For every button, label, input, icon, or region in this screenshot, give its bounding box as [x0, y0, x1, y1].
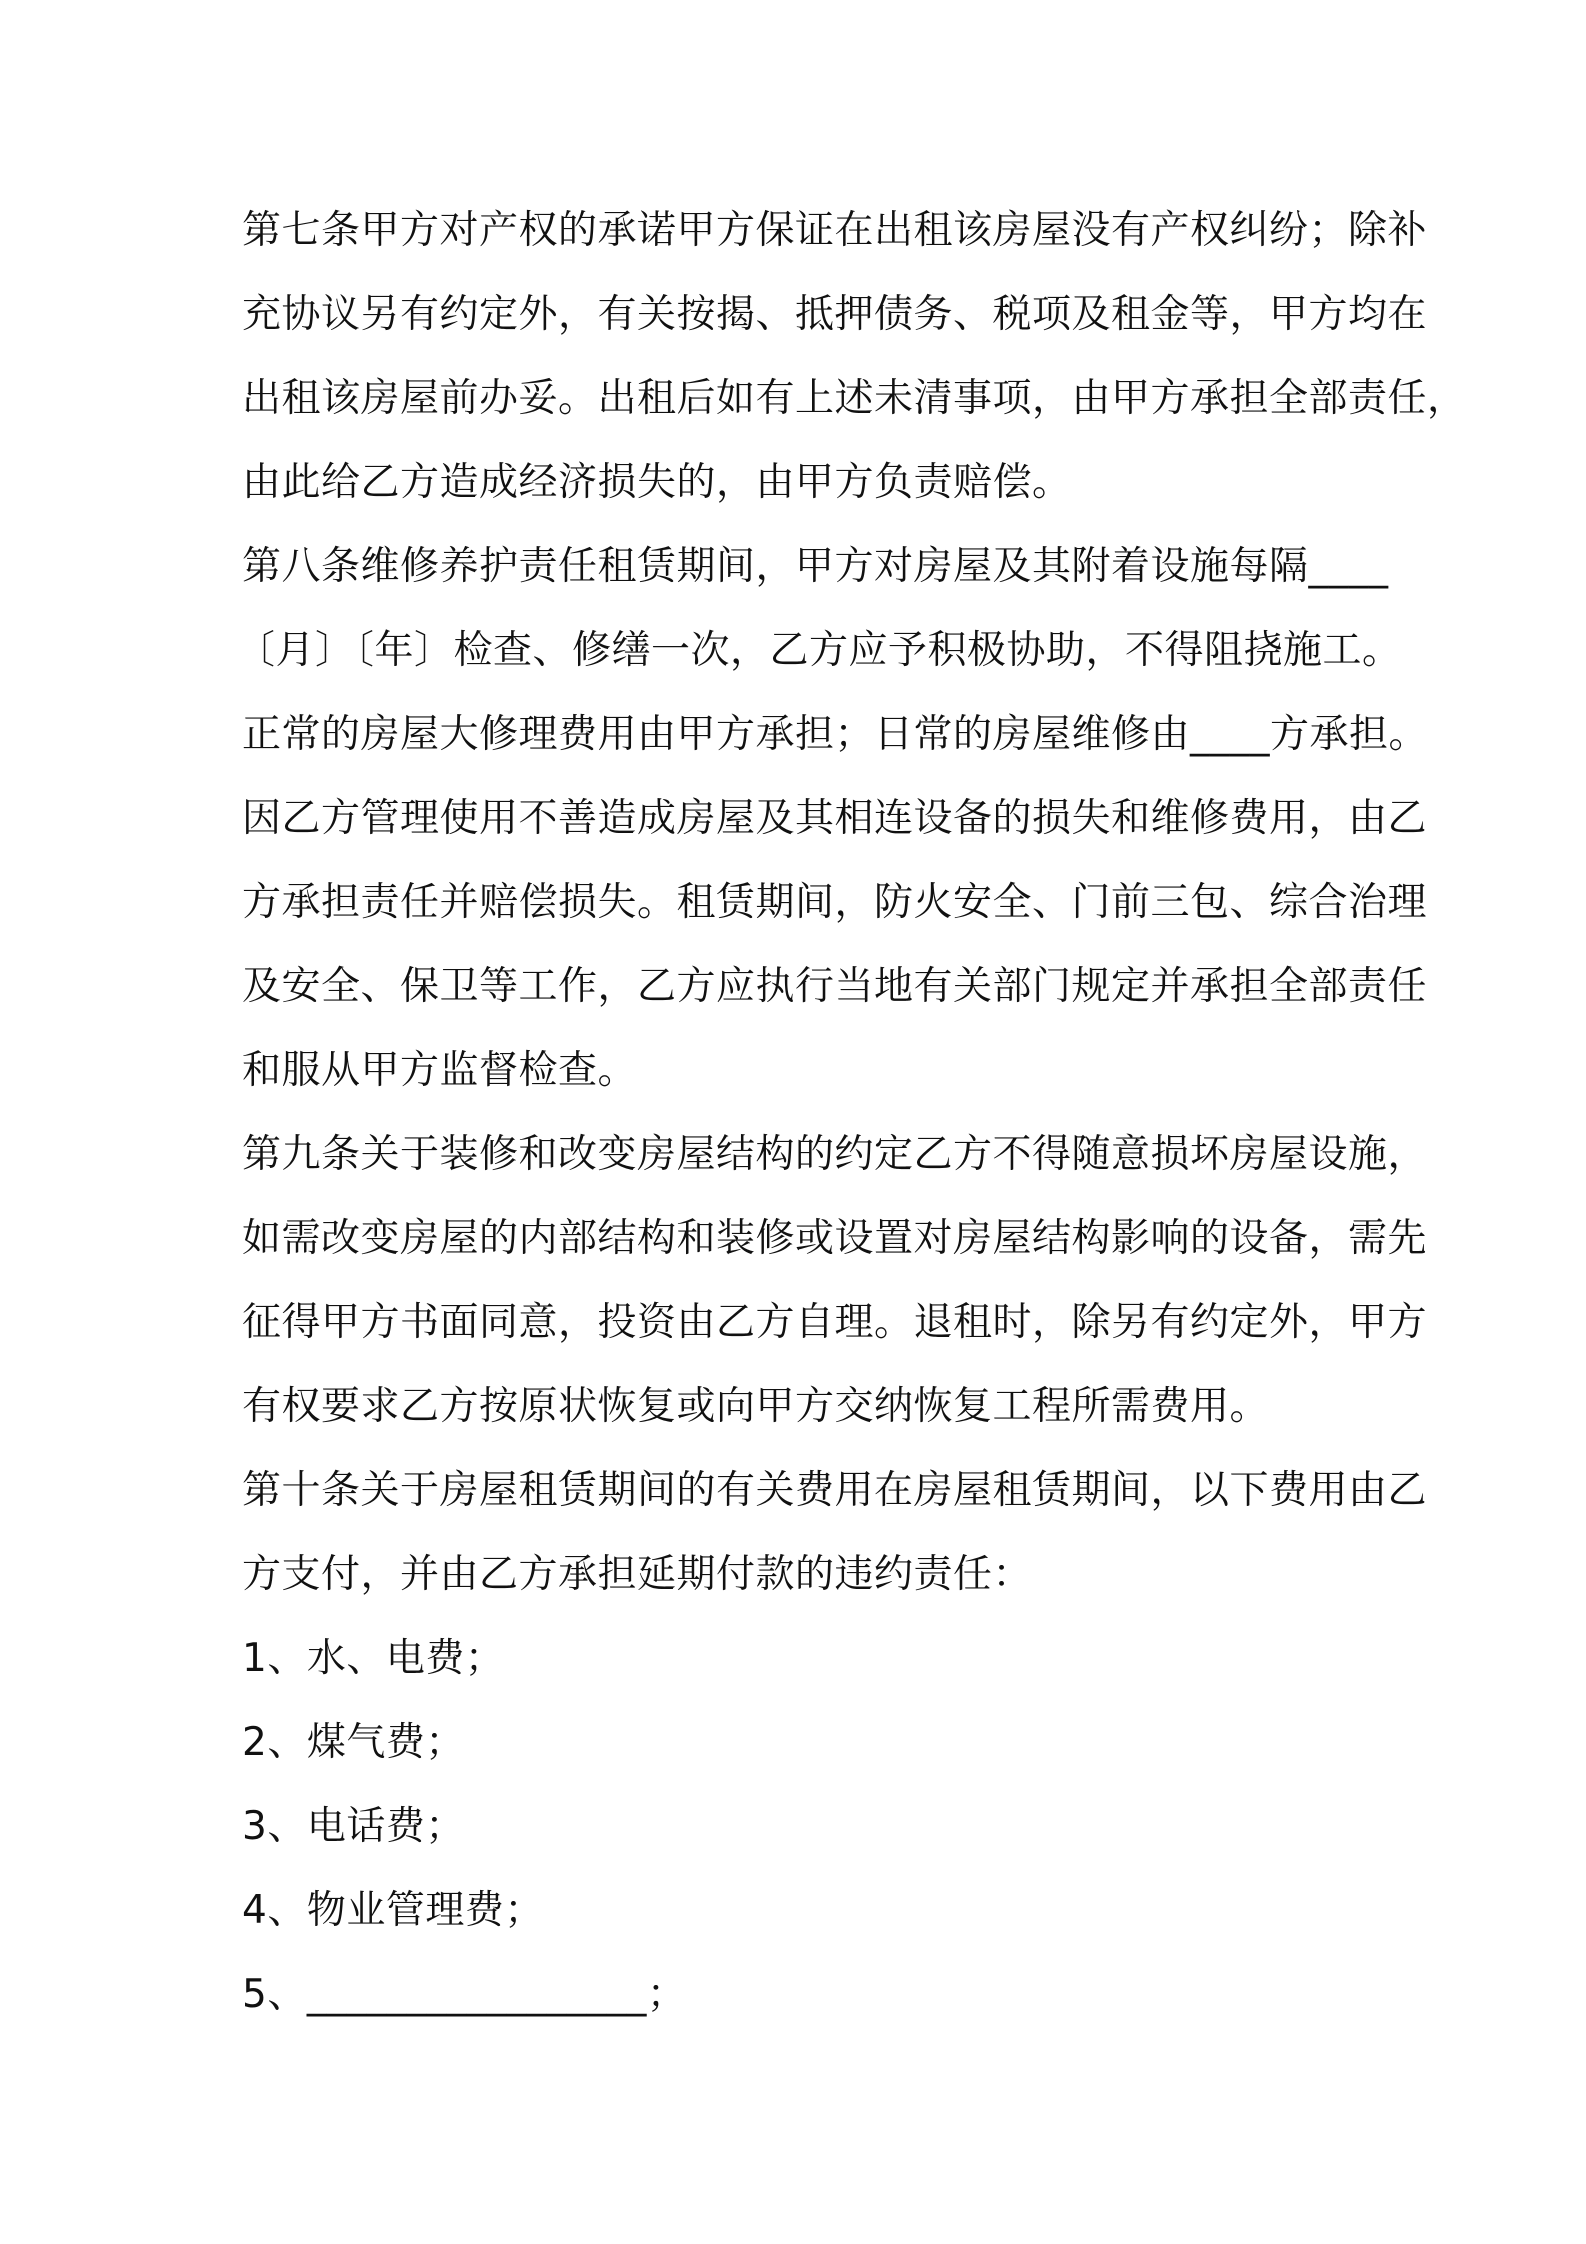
- fee-item-3: 3、电话费；: [242, 1804, 465, 1849]
- article-8-line-7: 和服从甲方监督检查。: [242, 1048, 638, 1093]
- article-8-line-3: 正常的房屋大修理费用由甲方承担；日常的房屋维修由____方承担。: [242, 712, 1429, 757]
- article-8-line-4: 因乙方管理使用不善造成房屋及其相连设备的损失和维修费用，由乙: [242, 796, 1428, 841]
- fee-item-2: 2、煤气费；: [242, 1720, 465, 1765]
- article-8-line-2: 〔月〕〔年〕检查、修缮一次，乙方应予积极协助，不得阻挠施工。: [236, 628, 1402, 673]
- fee-item-1: 1、水、电费；: [242, 1636, 505, 1681]
- article-8-line-6: 及安全、保卫等工作，乙方应执行当地有关部门规定并承担全部责任: [242, 964, 1428, 1009]
- fee-item-4: 4、物业管理费；: [242, 1888, 544, 1933]
- article-7-line-4: 由此给乙方造成经济损失的，由甲方负责赔偿。: [242, 460, 1072, 505]
- article-10-line-2: 方支付，并由乙方承担延期付款的违约责任：: [242, 1552, 1033, 1597]
- article-8-line-5: 方承担责任并赔偿损失。租赁期间，防火安全、门前三包、综合治理: [242, 880, 1428, 925]
- article-9-line-2: 如需改变房屋的内部结构和装修或设置对房屋结构影响的设备，需先: [242, 1216, 1428, 1261]
- article-9-line-4: 有权要求乙方按原状恢复或向甲方交纳恢复工程所需费用。: [242, 1384, 1270, 1429]
- article-7-line-2: 充协议另有约定外，有关按揭、抵押债务、税项及租金等，甲方均在: [242, 292, 1428, 337]
- article-7-line-3: 出租该房屋前办妥。出租后如有上述未清事项，由甲方承担全部责任，: [242, 376, 1467, 421]
- article-9-line-1: 第九条关于装修和改变房屋结构的约定乙方不得随意损坏房屋设施，: [242, 1132, 1428, 1177]
- fee-item-5: 5、_________________；: [242, 1972, 687, 2017]
- article-8-line-1: 第八条维修养护责任租赁期间，甲方对房屋及其附着设施每隔____: [242, 544, 1389, 589]
- article-7-line-1: 第七条甲方对产权的承诺甲方保证在出租该房屋没有产权纠纷；除补: [242, 208, 1428, 253]
- article-9-line-3: 征得甲方书面同意，投资由乙方自理。退租时，除另有约定外，甲方: [242, 1300, 1428, 1345]
- article-10-line-1: 第十条关于房屋租赁期间的有关费用在房屋租赁期间，以下费用由乙: [242, 1468, 1428, 1513]
